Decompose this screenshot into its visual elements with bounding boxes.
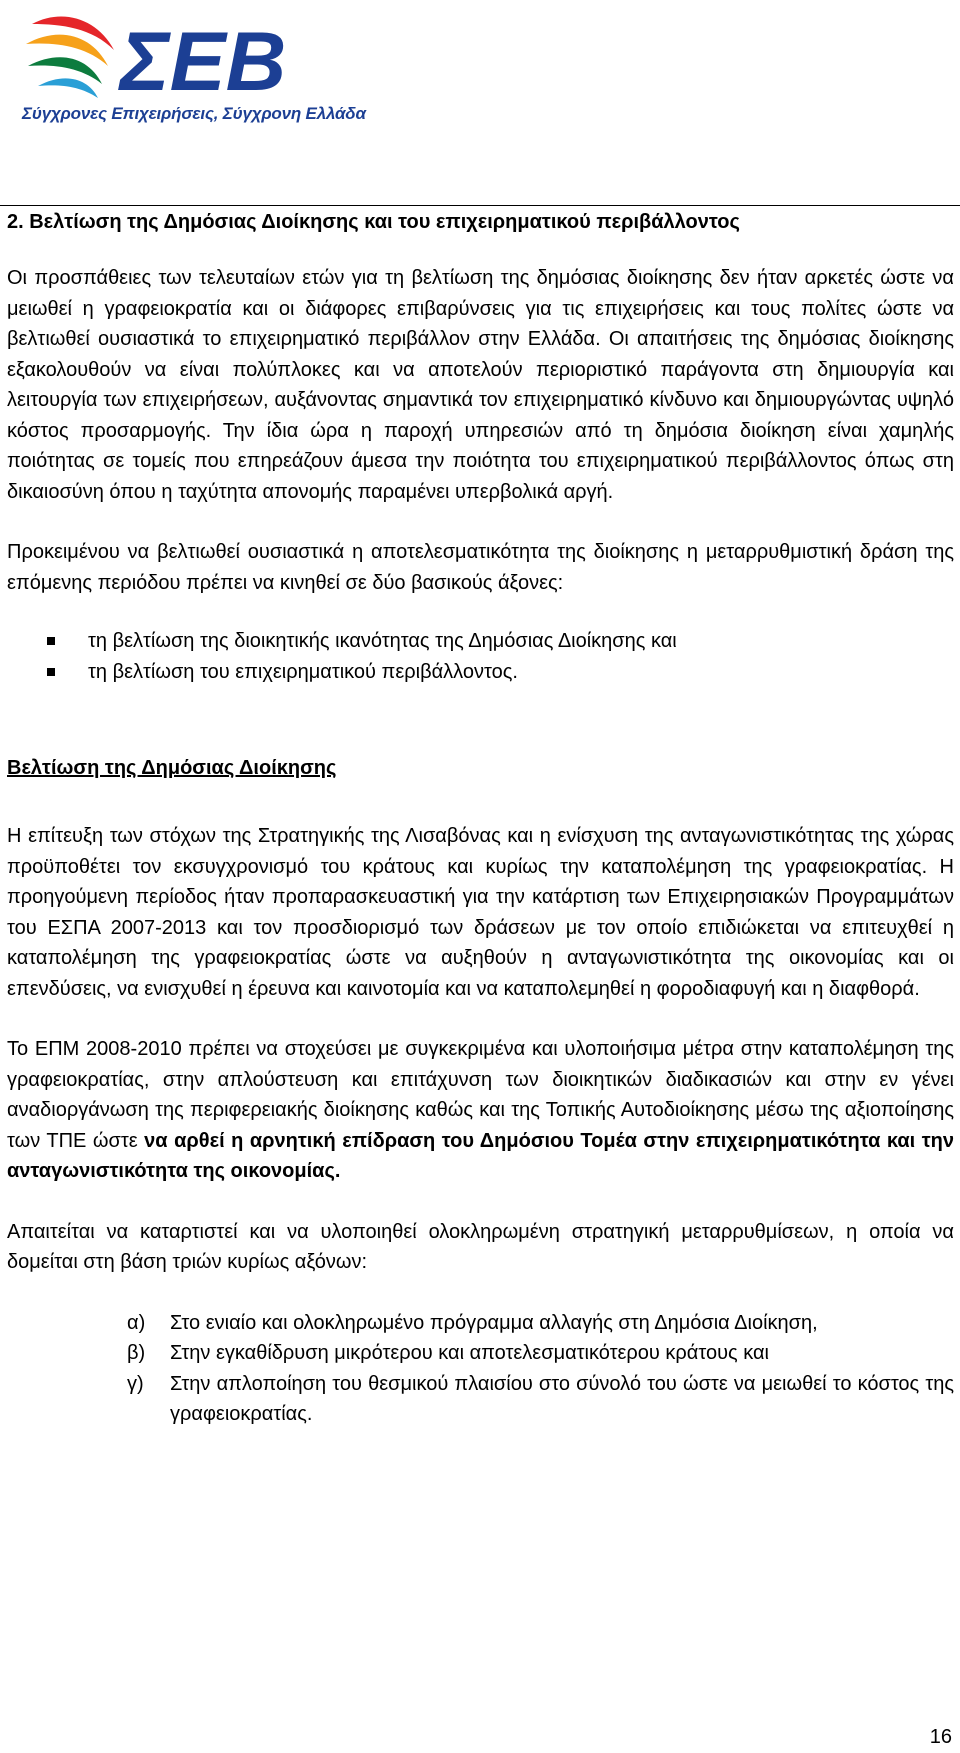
bullet-list bbox=[7, 626, 954, 687]
bullet-item bbox=[7, 626, 954, 657]
list-marker: γ) bbox=[127, 1372, 144, 1395]
bullet-text: τη βελτίωση του επιχειρηματικού περιβάλλοντος. bbox=[88, 660, 518, 683]
swoosh-icon bbox=[26, 16, 114, 98]
list-item-text: Στην εγκαθίδρυση μικρότερου και αποτελεσματικότερου κράτους και bbox=[170, 1342, 769, 1364]
square-bullet-icon bbox=[47, 668, 55, 676]
list-item-text: Στο ενιαίο και ολοκληρωμένο πρόγραμμα αλλαγής στη Δημόσια Διοίκηση, bbox=[170, 1311, 818, 1334]
logo-tagline: Σύγχρονες Επιχειρήσεις, Σύγχρονη Ελλάδα bbox=[22, 104, 366, 123]
alpha-list-item bbox=[7, 1338, 954, 1369]
paragraph-5: Απαιτείται να καταρτιστεί και να υλοποιηθεί ολοκληρωμένη στρατηγική μεταρρυθμίσεων, η οποία να δομείται στη βάση τριών κυρίως αξόνων: bbox=[7, 1220, 954, 1273]
logo-wordmark: ΣΕΒ bbox=[120, 14, 287, 105]
paragraph-1: Οι προσπάθειες των τελευταίων ετών για τη βελτίωση της δημόσιας διοίκησης δεν ήταν αρκετές ώστε να μειωθεί η γραφειοκρατία και οι διάφορες επιβαρύνσεις για τις επιχειρήσεις και τους πολίτες ώστε να βελτιωθεί ουσιαστικά το επιχειρηματικό περιβάλλον στην Ελλάδα. Οι απαιτήσεις της δημόσιας διοίκησης εξακολουθούν να είναι πολύπλοκες και να αποτελούν περιοριστικό παράγοντα στη δημιουργία και λειτουργία των επιχειρήσεων, αυξάνοντας σημαντικά τον επιχειρηματικό κίνδυνο και δημιουργώντας υψηλό κόστος προσαρμογής. Την ίδια ώρα η παροχή υπηρεσιών από τη δημόσια διοίκηση είναι χαμηλής ποιότητας σε τομείς που επηρεάζουν άμεσα την ποιότητα του επιχειρηματικού περιβάλλοντος όπως στη δικαιοσύνη όπου η ταχύτητα απονομής παραμένει υπερβολικά αργή. bbox=[7, 267, 954, 503]
alpha-list bbox=[7, 1308, 954, 1430]
list-marker: α) bbox=[127, 1311, 146, 1334]
seb-logo-mark bbox=[22, 10, 332, 105]
bullet-item bbox=[7, 657, 954, 688]
seb-logo bbox=[22, 10, 366, 130]
paragraph-4-bold-text: να αρθεί η αρνητική επίδραση του Δημόσιου Τομέα στην επιχειρηματικότητα και την ανταγωνιστικότητα της οικονομίας. bbox=[7, 1129, 954, 1182]
section-title: 2. Βελτίωση της Δημόσιας Διοίκησης και του επιχειρηματικού περιβάλλοντος bbox=[7, 211, 740, 233]
list-item-text: Στην απλοποίηση του θεσμικού πλαισίου στο σύνολό του ώστε να μειωθεί το κόστος της γραφειοκρατίας. bbox=[170, 1372, 954, 1425]
sub-heading: Βελτίωση της Δημόσιας Διοίκησης bbox=[7, 757, 337, 779]
document-body bbox=[7, 205, 954, 1430]
paragraph-3: Η επίτευξη των στόχων της Στρατηγικής της Λισαβόνας και η ενίσχυση της ανταγωνιστικότητας της χώρας προϋποθέτει τον εκσυγχρονισμό του κράτους και κυρίως την καταπολέμηση της γραφειοκρατίας. Η προηγούμενη περίοδος ήταν προπαρασκευαστική για την κατάρτιση των Επιχειρησιακών Προγραμμάτων του ΕΣΠΑ 2007-2013 και τον προσδιορισμό των δράσεων με τον οποίο επιδιώκεται να επιτευχθεί η καταπολέμηση της γραφειοκρατίας ώστε να αυξηθούν η ανταγωνιστικότητα της οικονομίας και οι επενδύσεις, να ενισχυθεί η έρευνα και καινοτομία και να καταπολεμηθεί η φοροδιαφυγή και η διαφθορά. bbox=[7, 825, 954, 1000]
paragraph-4 bbox=[7, 1034, 954, 1187]
page-number: 16 bbox=[929, 1726, 952, 1748]
paragraph-4-text: Το ΕΠΜ 2008-2010 πρέπει να στοχεύσει με συγκεκριμένα και υλοποιήσιμα μέτρα στην καταπολέμηση της γραφειοκρατίας, στην απλούστευση και επιτάχυνση των διοικητικών διαδικασιών και στην εν γένει αναδιοργάνωση της περιφερειακής διοίκησης καθώς και της Τοπικής Αυτοδιοίκησης μέσω της αξιοποίησης των ΤΠΕ ώστε bbox=[7, 1038, 954, 1152]
bullet-text: τη βελτίωση της διοικητικής ικανότητας της Δημόσιας Διοίκησης και bbox=[88, 630, 677, 652]
alpha-list-item bbox=[7, 1369, 954, 1430]
list-marker: β) bbox=[127, 1342, 146, 1364]
square-bullet-icon bbox=[47, 637, 55, 645]
alpha-list-item bbox=[7, 1308, 954, 1339]
paragraph-2: Προκειμένου να βελτιωθεί ουσιαστικά η αποτελεσματικότητα της διοίκησης η μεταρρυθμιστική δράση της επόμενης περιόδου πρέπει να κινηθεί σε δύο βασικούς άξονες: bbox=[7, 541, 954, 594]
